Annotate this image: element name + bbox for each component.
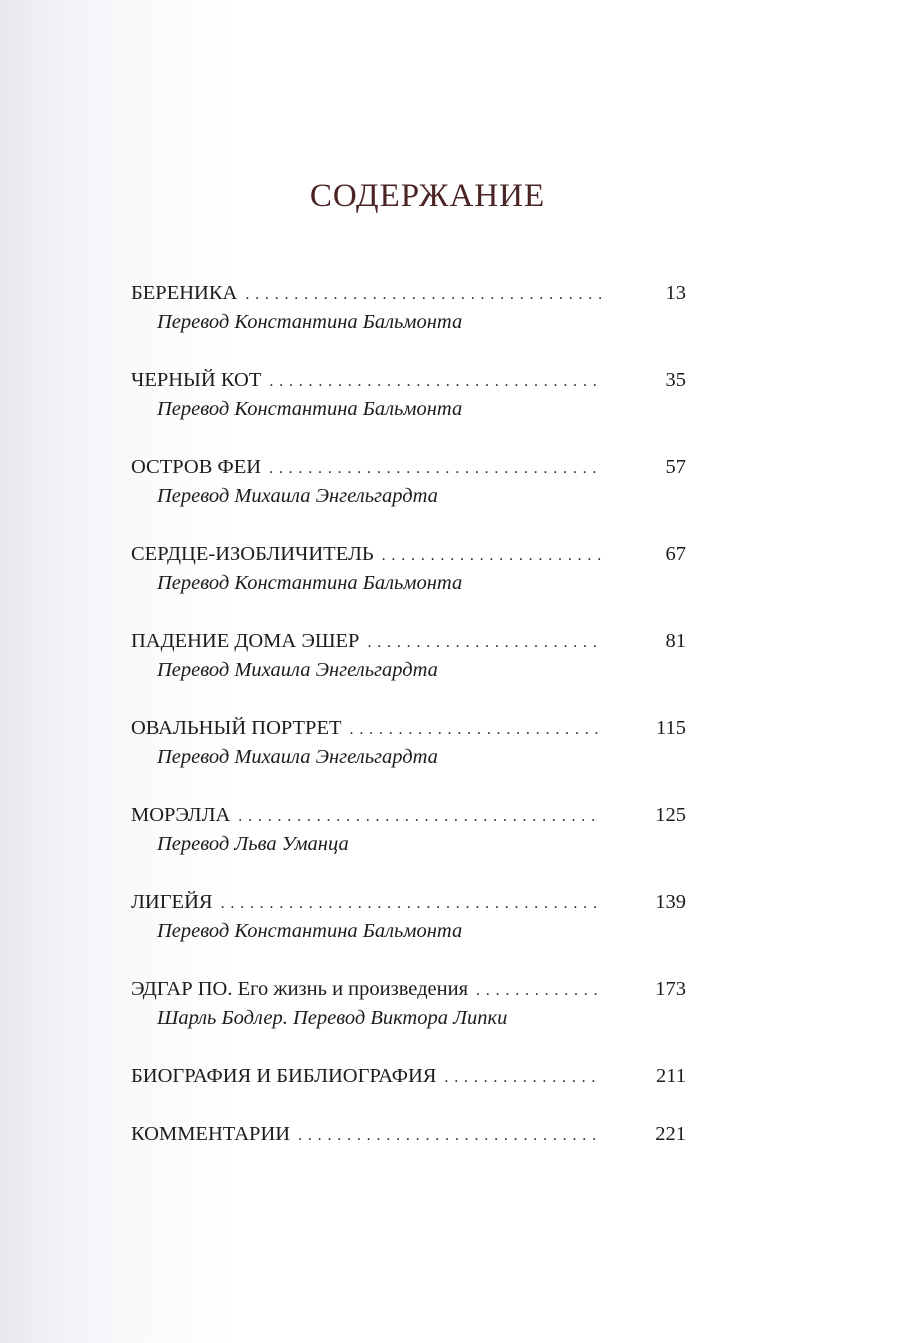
toc-entry-black-cat <box>131 367 686 454</box>
toc-entry-oval-portrait <box>131 715 686 802</box>
toc-entry-translator: Перевод Константина Бальмонта <box>157 572 463 594</box>
toc-entry-line <box>131 541 686 569</box>
toc-entry-title: ОВАЛЬНЫЙ ПОРТРЕТ <box>131 717 342 739</box>
toc-leader-dots <box>476 978 602 1004</box>
toc-entry-page: 173 <box>655 978 686 1000</box>
toc-entry-page: 13 <box>665 282 686 304</box>
toc-entry-title: ЛИГЕЙЯ <box>131 891 213 913</box>
toc-entry-translator: Перевод Михаила Энгельгардта <box>157 659 438 681</box>
page-title: СОДЕРЖАНИЕ <box>309 178 546 214</box>
toc-entry-morella <box>131 802 686 889</box>
toc-entry-berenice <box>131 280 686 367</box>
toc-entry-line <box>131 628 686 656</box>
toc-entry-translator: Перевод Константина Бальмонта <box>157 920 463 942</box>
toc-entry-line <box>131 1063 686 1091</box>
toc-entry-page: 139 <box>655 891 686 913</box>
toc-entry-line <box>131 802 686 830</box>
toc-entry-title: ЧЕРНЫЙ КОТ <box>131 369 262 391</box>
toc-entry-line <box>131 454 686 482</box>
toc-entry-line <box>131 1121 686 1149</box>
toc-leader-dots <box>238 804 602 830</box>
toc-entry-line <box>131 976 686 1004</box>
toc-entry-translator: Перевод Константина Бальмонта <box>157 398 463 420</box>
toc-entry-page: 115 <box>656 717 686 739</box>
toc-entry-title: МОРЭЛЛА <box>131 804 231 826</box>
toc-entry-title: ОСТРОВ ФЕИ <box>131 456 262 478</box>
toc-entry-translator: Перевод Константина Бальмонта <box>157 311 463 333</box>
toc-entry-page: 67 <box>665 543 686 565</box>
toc-entry-page: 35 <box>665 369 686 391</box>
toc-entry-ligeia <box>131 889 686 976</box>
toc-entry-edgar-poe-life-and-works <box>131 976 686 1063</box>
toc-entry-page: 57 <box>665 456 686 478</box>
toc-entry-translator: Перевод Михаила Энгельгардта <box>157 485 438 507</box>
toc-entry-translator: Шарль Бодлер. Перевод Виктора Липки <box>157 1007 508 1029</box>
toc-entry-title: ПАДЕНИЕ ДОМА ЭШЕР <box>131 630 360 652</box>
toc-leader-dots <box>269 456 602 482</box>
toc-leader-dots <box>221 891 602 917</box>
toc-entry-line <box>131 715 686 743</box>
toc-entry-line <box>131 889 686 917</box>
toc-entry-commentary <box>131 1121 686 1179</box>
toc-entry-title: КОММЕНТАРИИ <box>131 1123 291 1145</box>
table-of-contents <box>131 280 686 1179</box>
toc-entry-tell-tale-heart <box>131 541 686 628</box>
toc-leader-dots <box>444 1065 602 1091</box>
toc-entry-title: БИОГРАФИЯ И БИБЛИОГРАФИЯ <box>131 1065 437 1087</box>
toc-entry-page: 211 <box>656 1065 686 1087</box>
toc-entry-page: 125 <box>655 804 686 826</box>
toc-entry-title: БЕРЕНИКА <box>131 282 238 304</box>
toc-entry-page: 81 <box>665 630 686 652</box>
toc-entry-line <box>131 367 686 395</box>
toc-entry-title: СЕРДЦЕ-ИЗОБЛИЧИТЕЛЬ <box>131 543 374 565</box>
toc-leader-dots <box>245 282 602 308</box>
toc-leader-dots <box>269 369 602 395</box>
toc-entry-fall-of-house-of-usher <box>131 628 686 715</box>
toc-entry-translator: Перевод Михаила Энгельгардта <box>157 746 438 768</box>
toc-leader-dots <box>367 630 602 656</box>
toc-entry-translator: Перевод Льва Уманца <box>157 833 349 855</box>
toc-entry-title: ЭДГАР ПО. Его жизнь и произведения <box>131 978 468 1000</box>
toc-entry-line <box>131 280 686 308</box>
toc-leader-dots <box>350 717 602 743</box>
toc-leader-dots <box>382 543 602 569</box>
toc-leader-dots <box>298 1123 602 1149</box>
toc-entry-island-of-the-fay <box>131 454 686 541</box>
toc-entry-page: 221 <box>655 1123 686 1145</box>
toc-entry-biography-bibliography <box>131 1063 686 1121</box>
